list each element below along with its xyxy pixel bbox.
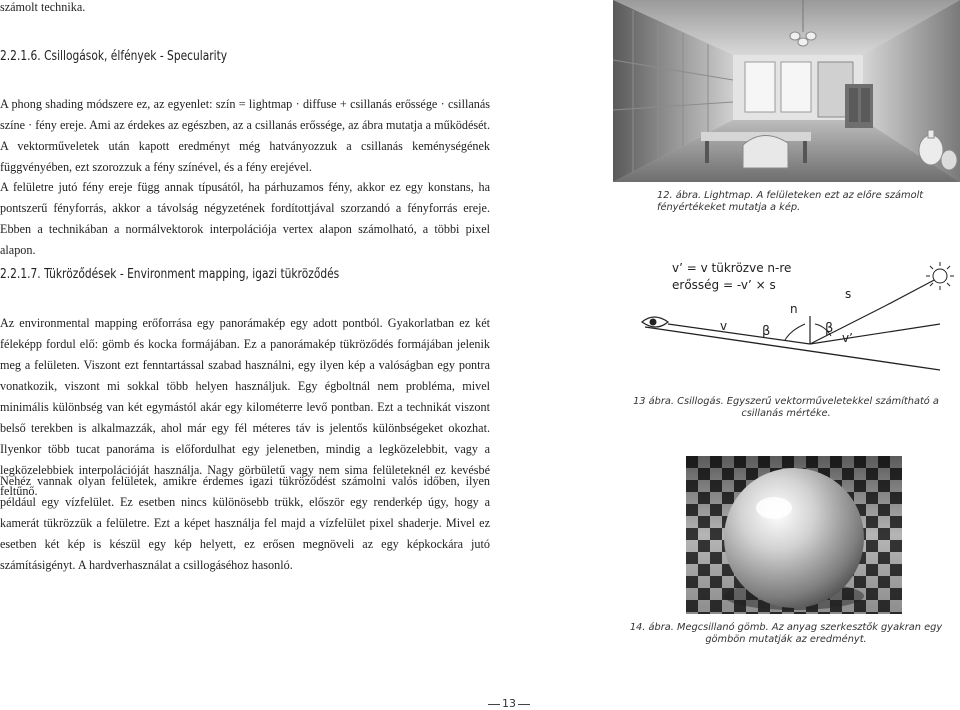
lightmap-interior-image — [613, 0, 960, 182]
environment-paragraph-1: Az environmental mapping erőforrása egy panorámakép egy adott pontból. Gyakorlatban ez két féleképp fordul elő: gömb és kocka formájában. Ez a panorámakép tükröződés formájában jelenik meg a felületen. Viszont ezt fenntartással szabad használni, egy ilyen kép a valóságban egy pontra vonatkozik, viszont mi sokkal több helyen használjuk. Egy égboltnál nem probléma, mivel minimális különbség van két egymástól akár egy kilométerre levő pontban. Ezt a technikát viszont belső terekben is alkalmazzák, ahol már egy fél méteres táv is jelentős különbségeket okozhat. Ilyenkor több tucat panoráma is előfordulhat egy jelenetben, mindig a legközelebbit, vagy a legközelebbiek interpolációját használja. Nagy görbületű vagy nem sima felületeknél ez kevésbé feltűnő. — [0, 316, 490, 498]
section-heading-environment: 2.2.1.7. Tükröződések - Environment mapping, igazi tükröződés — [0, 267, 340, 282]
top-text-fragment: számolt technika. — [0, 0, 86, 14]
diagram-formula-reflect: v’ = v tükrözve n-re — [672, 261, 792, 275]
specularity-paragraph-1: A phong shading módszere ez, az egyenlet: szín = lightmap · diffuse + csillanás erőssége · csillanás színe · fény ereje. Ami az érdekes az egészben, az a csillanás erőssége, az ábra mutatja a működését. A vektorműveletek után kapott eredményt még hatványozzuk a csillanás keménységének függvényében, ezt szorozzuk a fény színével, és a fény erejével. — [0, 97, 490, 174]
diagram-label-n: n — [790, 302, 798, 316]
page-number: 13 — [502, 697, 516, 710]
figure-13-caption: 13 ábra. Csillogás. Egyszerű vektorműveletekkel számítható a csillanás mértéke. — [633, 396, 939, 419]
diagram-label-beta-right: β — [825, 321, 834, 336]
diagram-label-v: v — [720, 319, 728, 333]
page-number-rule-left — [488, 704, 500, 705]
diagram-label-beta-left: β — [762, 324, 771, 339]
diagram-label-v-prime: v’ — [842, 331, 853, 345]
diagram-label-s: s — [845, 287, 852, 301]
figure-12-caption: 12. ábra. Lightmap. A felületeken ezt az előre számolt fényértékeket mutatja a kép. — [657, 190, 924, 213]
surface-line — [645, 327, 940, 370]
environment-paragraph-2: Nehéz vannak olyan felületek, amikre érdemes igazi tükröződést számolni valós időben, ilyen például egy vízfelület. Ez esetben nincs különösebb trükk, először egy renderkép úgy, hogy a kamerát tükrözzük a felületre. Ezt a képet használja fel majd a vízfelület pixel shaderje. Mivel ez esetben két kép is készül egy kép helyett, ez erősen megnöveli az egy képkockára jutó számításigényt. A hardverhasználat a csillogáséhoz hasonló. — [0, 474, 490, 572]
figure-14-caption: 14. ábra. Megcsillanó gömb. Az anyag szerkesztők gyakran egy gömbön mutatják az eredményt. — [629, 622, 943, 645]
specularity-paragraph-2: A felületre jutó fény ereje függ annak típusától, ha párhuzamos fény, akkor ez egy konstans, ha pontszerű fényforrás, akkor a távolság négyzetének fordítottjával szorzandó a fényforrás ereje. Ebben a technikában a normálvektorok interpolációja vertex alapon számolható, a többi pixel alapon. — [0, 180, 490, 257]
reflective-sphere-image — [686, 456, 902, 614]
eye-icon — [642, 317, 668, 327]
page-number-rule-right — [518, 704, 530, 705]
specularity-vector-diagram — [620, 258, 960, 388]
section-heading-specularity: 2.2.1.6. Csillogások, élfények - Specularity — [0, 49, 228, 64]
sun-icon — [926, 262, 954, 290]
diagram-formula-strength: erősség = -v’ × s — [672, 278, 776, 292]
